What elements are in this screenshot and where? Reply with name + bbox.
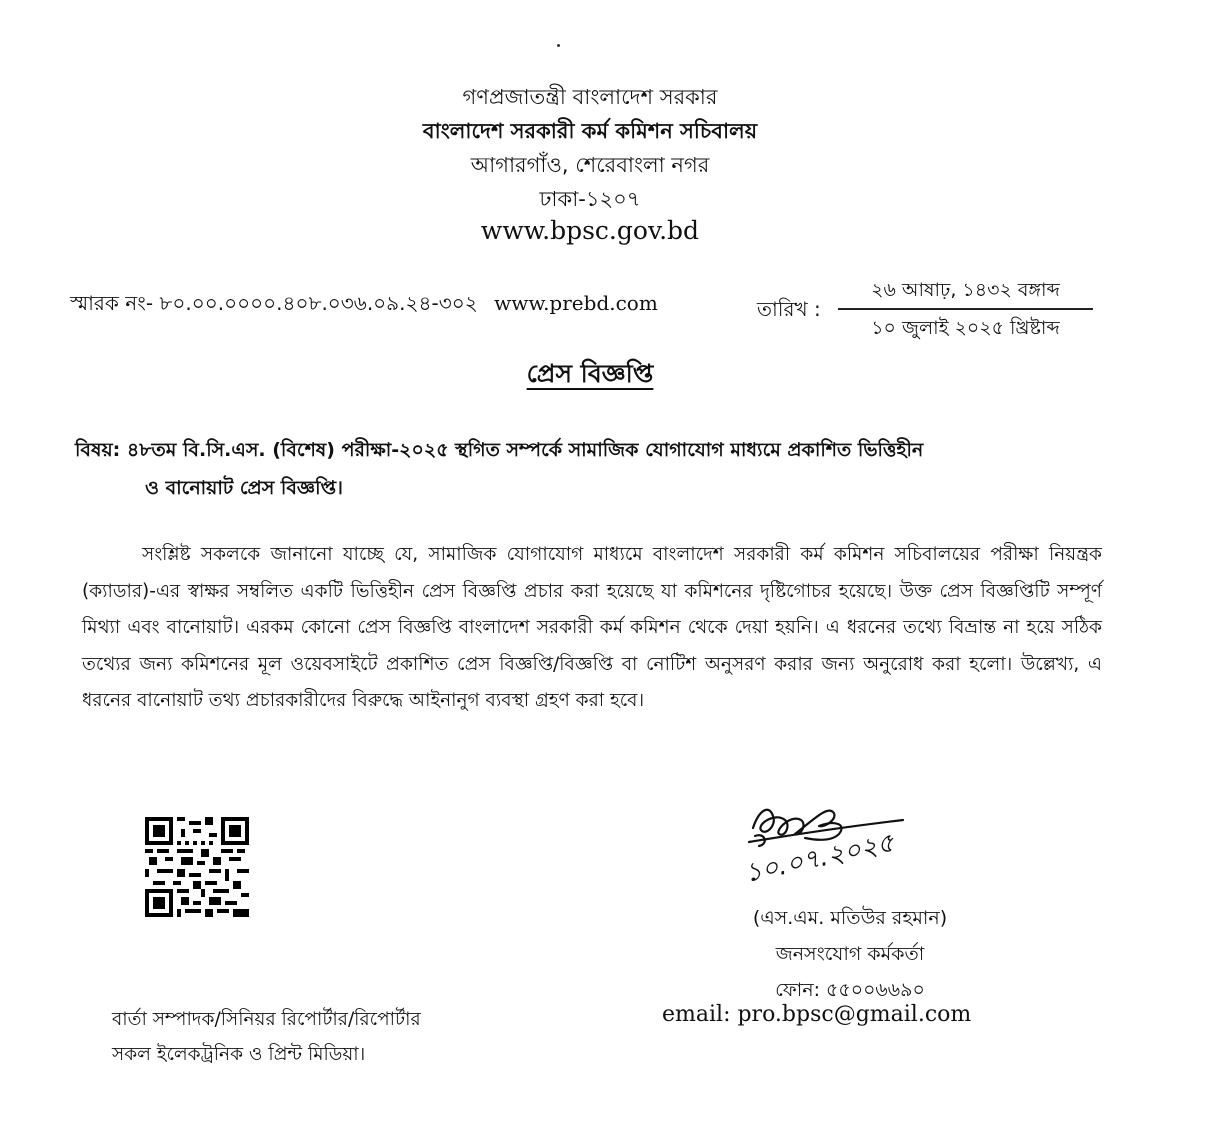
signature-date: ১০.০৭.২০২৫ xyxy=(742,827,897,889)
address-line-2: ঢাকা-১২০৭ xyxy=(539,187,641,211)
subject xyxy=(75,431,1135,507)
address-line-1: আগারগাঁও, শেরেবাংলা নগর xyxy=(470,153,710,177)
recipients-line-2: সকল ইলেকট্রনিক ও প্রিন্ট মিডিয়া। xyxy=(112,1044,366,1065)
document-title: প্রেস বিজ্ঞপ্তি xyxy=(526,359,654,388)
signer-name: (এস.এম. মতিউর রহমান) xyxy=(752,907,948,929)
gov-name: গণপ্রজাতন্ত্রী বাংলাদেশ সরকার xyxy=(462,85,718,109)
scan-dot xyxy=(557,44,560,47)
recipients xyxy=(112,1002,421,1072)
signer-designation: জনসংযোগ কর্মকর্তা xyxy=(775,943,925,965)
signer-phone: ফোন: ৫৫০০৬৬৯০ xyxy=(775,979,925,1001)
letterhead xyxy=(300,82,880,245)
date-block xyxy=(838,274,1093,344)
memo-number xyxy=(70,289,658,322)
org-name: বাংলাদেশ সরকারী কর্ম কমিশন সচিবালয় xyxy=(422,119,758,143)
qr-code-icon[interactable] xyxy=(145,817,249,917)
subject-line-1: বিষয়: ৪৮তম বি.সি.এস. (বিশেষ) পরীক্ষা-২০২৫ স্থগিত সম্পর্কে সামাজিক যোগাযোগ মাধ্যমে প্রকাশিত ভিত্তিহীন xyxy=(75,439,924,461)
memo-value: ৮০.০০.০০০০.৪০৮.০৩৬.০৯.২৪-৩০২ xyxy=(159,291,478,315)
date-bangla: ২৬ আষাঢ়, ১৪৩২ বঙ্গাব্দ xyxy=(838,274,1093,310)
recipients-line-1: বার্তা সম্পাদক/সিনিয়র রিপোর্টার/রিপোর্টার xyxy=(112,1009,421,1030)
website-link[interactable]: www.bpsc.gov.bd xyxy=(480,216,700,245)
handwritten-signature xyxy=(735,790,935,900)
body-text xyxy=(82,537,1102,720)
subject-line-2: ও বানোয়াট প্রেস বিজ্ঞপ্তি। xyxy=(145,477,343,499)
watermark-site[interactable]: www.prebd.com xyxy=(494,291,658,315)
body-paragraph: সংশ্লিষ্ট সকলকে জানানো যাচ্ছে যে, সামাজিক যোগাযোগ মাধ্যমে বাংলাদেশ সরকারী কর্ম কমিশন সচিবালয়ের পরীক্ষা নিয়ন্ত্রক (ক্যাডার)-এর স্বাক্ষর সম্বলিত একটি ভিত্তিহীন প্রেস বিজ্ঞপ্তি প্রচার করা হয়েছে যা কমিশনের দৃষ্টিগোচর হয়েছে। উক্ত প্রেস বিজ্ঞপ্তিটি সম্পূর্ণ মিথ্যা এবং বানোয়াট। এরকম কোনো প্রেস বিজ্ঞপ্তি বাংলাদেশ সরকারী কর্ম কমিশন থেকে দেয়া হয়নি। এ ধরনের তথ্যে বিভ্রান্ত না হয়ে সঠিক তথ্যের জন্য কমিশনের মূল ওয়েবসাইটে প্রকাশিত প্রেস বিজ্ঞপ্তি/বিজ্ঞপ্তি বা নোটিশ অনুসরণ করার জন্য অনুরোধ করা হলো। উল্লেখ্য, এ ধরনের বানোয়াট তথ্য প্রচারকারীদের বিরুদ্ধে আইনানুগ ব্যবস্থা গ্রহণ করা হবে। xyxy=(82,544,1102,711)
date-label: তারিখ : xyxy=(757,297,821,321)
date-english: ১০ জুলাই ২০২৫ খ্রিষ্টাব্দ xyxy=(871,317,1060,339)
signer-block xyxy=(700,900,1000,1008)
memo-label: স্মারক নং- xyxy=(70,291,154,315)
signer-email[interactable]: email: pro.bpsc@gmail.com xyxy=(662,1002,972,1027)
